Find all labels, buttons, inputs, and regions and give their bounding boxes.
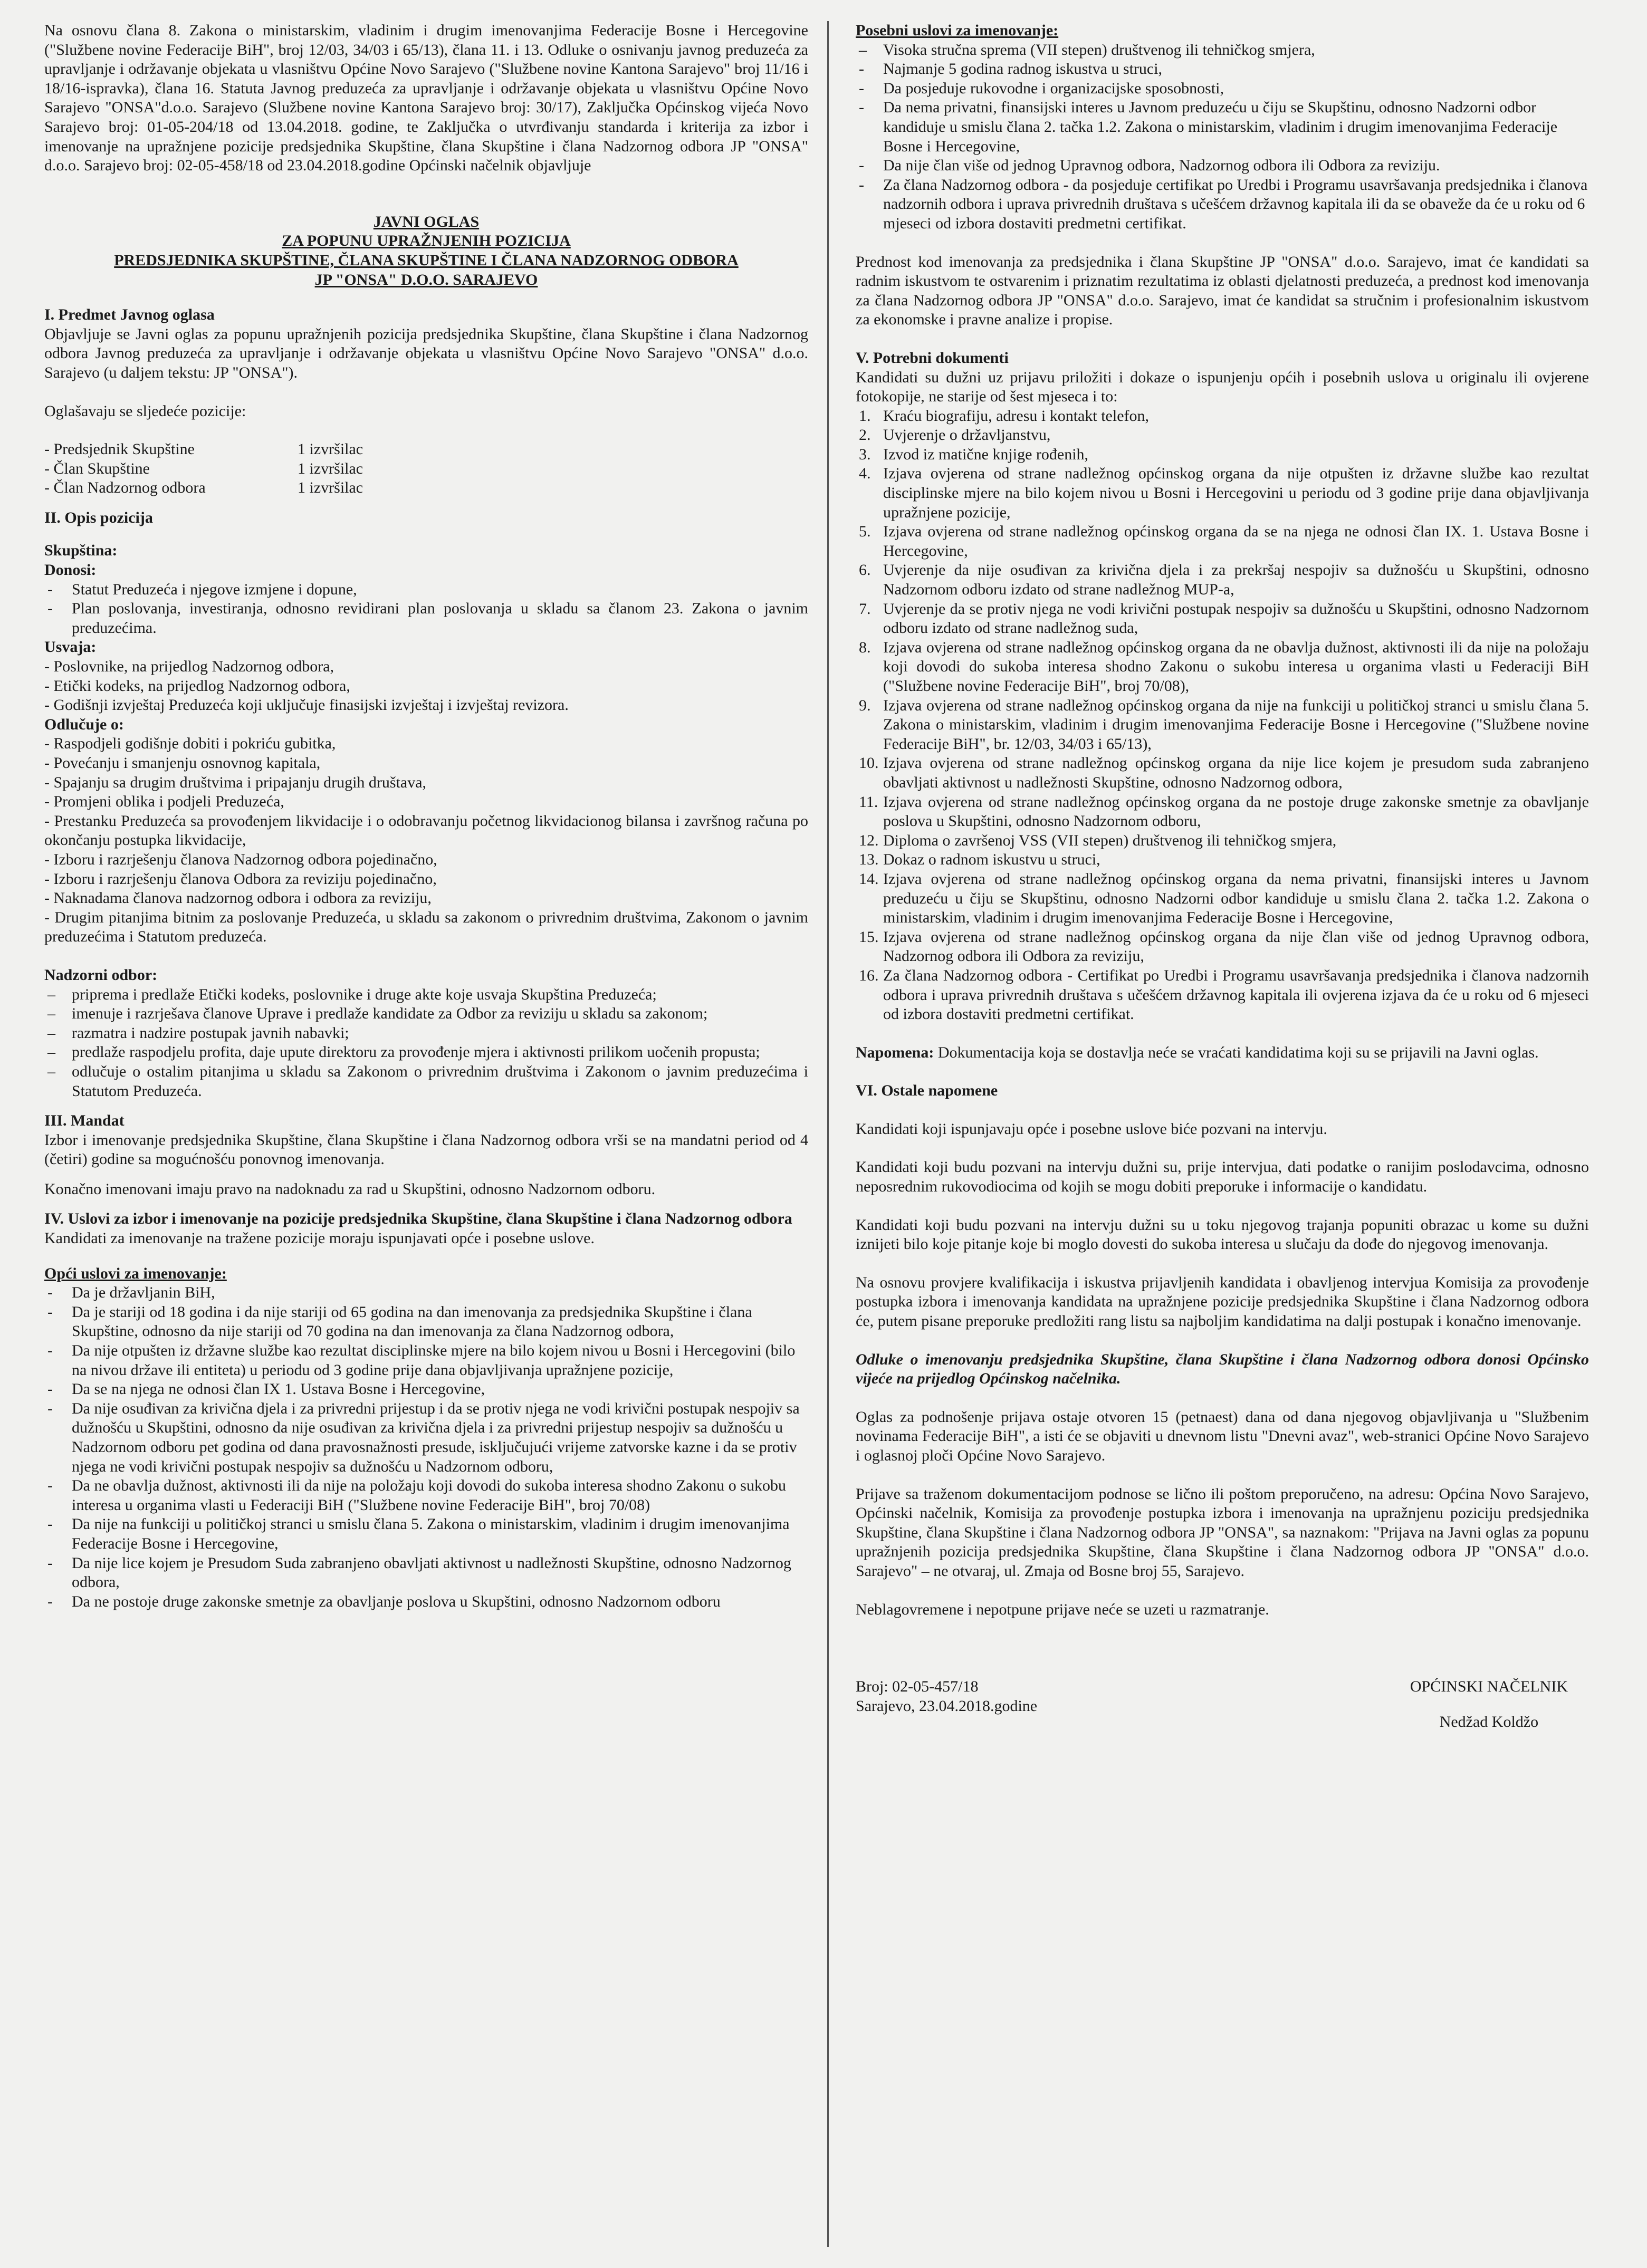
signer-block bbox=[1410, 1677, 1589, 1732]
section-4-text: Kandidati za imenovanje na tražene pozicije moraju ispunjavati opće i posebne uslove. bbox=[44, 1229, 595, 1247]
list-item: - Da nije otpušten iz državne službe kao rezultat disciplinske mjere na bilo kojem nivou u Bosni i Hercegovini (bilo na nivou države ili entiteta) u periodu od 3 godine prije dana objavljivanja upražnjene pozicije, bbox=[44, 1341, 808, 1380]
list-item: – odlučuje o ostalim pitanjima u skladu sa Zakonom o privrednim društvima i Zakonom o javnim preduzećima i Statutom Preduzeća. bbox=[44, 1062, 808, 1101]
list-item: - Da ne obavlja dužnost, aktivnosti ili da nije na položaju koji dovodi do sukoba interesa shodno Zakonu o sukobu interesa u organima vlasti u Federaciji BiH ("Službene novine Federacije BiH", broj 70/08) bbox=[44, 1476, 808, 1515]
list-item: - Za člana Nadzornog odbora - da posjeduje certifikat po Uredbi i Programu usavršavanja predsjednika i članova nadzornih odbora i uprava privrednih društava s učešćem državnog kapitala ili da se obaveže da će u roku od 6 mjeseci od izbora dostaviti predmetni certifikat. bbox=[856, 176, 1589, 234]
signer-name: Nedžad Koldžo bbox=[1439, 1713, 1539, 1731]
posebni-list bbox=[856, 41, 1589, 234]
position-count: 1 izvršilac bbox=[298, 440, 363, 458]
list-item: – priprema i predlaže Etički kodeks, poslovnike i druge akte koje usvaja Skupština Preduzeća; bbox=[44, 985, 808, 1005]
napomena-label: Napomena: bbox=[856, 1043, 934, 1061]
list-item: – predlaže raspodjelu profita, daje upute direktoru za provođenje mjera i aktivnosti prilikom uočenih propusta; bbox=[44, 1043, 808, 1062]
section-4-heading: IV. Uslovi za izbor i imenovanje na pozicije predsjednika Skupštine, člana Skupštine i člana Nadzornog odbora bbox=[44, 1210, 792, 1228]
list-item: - Etički kodeks, na prijedlog Nadzornog odbora, bbox=[44, 677, 350, 695]
signature-block bbox=[856, 1677, 1589, 1732]
list-item: 3. Izvod iz matične knjige rođenih, bbox=[856, 445, 1589, 465]
list-item: - Godišnji izvještaj Preduzeća koji uključuje finasijski izvještaj i izvještaj revizora. bbox=[44, 696, 569, 714]
list-item: 16. Za člana Nadzornog odbora - Certifikat po Uredbi i Programu usavršavanja predsjednika i članova nadzornih odbora i uprava privrednih društava s učešćem državnog kapitala ili ovjerena izjava da će u roku od 6 mjeseci od izbora dostaviti predmetni certifikat. bbox=[856, 966, 1589, 1024]
list-item: – imenuje i razrješava članove Uprave i predlaže kandidate za Odbor za reviziju u skladu sa zakonom; bbox=[44, 1004, 808, 1024]
list-item: 6. Uvjerenje da nije osuđivan za krivična djela i za prekršaj nespojiv sa dužnošću u Skupštini, odnosno Nadzornom odboru izdato od strane nadležnog MUP-a, bbox=[856, 561, 1589, 599]
opci-heading: Opći uslovi za imenovanje: bbox=[44, 1264, 227, 1282]
usvaja-heading: Usvaja: bbox=[44, 638, 97, 656]
notice-title: JAVNI OGLAS bbox=[373, 213, 480, 230]
position-name: - Član Nadzornog odbora bbox=[44, 479, 206, 497]
section-5-text: Kandidati su dužni uz prijavu priložiti i dokaze o ispunjenju općih i posebnih uslova u originalu ili ovjerene fotokopije, ne starije od šest mjeseca i to: bbox=[856, 368, 1589, 406]
notice-subtitle-1: ZA POPUNU UPRAŽNJENIH POZICIJA bbox=[282, 232, 571, 250]
paragraph: Na osnovu provjere kvalifikacija i iskustva prijavljenih kandidata i obavljenog intervjua Komisija za provođenje postupka izbora i imenovanja kandidata na upražnjene pozicije predsjednika Skupštine i člana Nadzornog odbora će, putem pisane preporuke predložiti rang listu sa najboljim kandidatima na dalji postupak i konačno imenovanje. bbox=[856, 1273, 1589, 1330]
list-item: - Statut Preduzeća i njegove izmjene i dopune, bbox=[44, 580, 808, 600]
documents-list bbox=[856, 407, 1589, 1024]
paragraph: Oglas za podnošenje prijava ostaje otvoren 15 (petnaest) dana od dana njegovog objavljivanja u "Službenim novinama Federacije BiH", a isti će se objaviti u dnevnom listu "Dnevni avaz", web-stranici Općine Novo Sarajevo i oglasnoj ploči Općine Novo Sarajevo. bbox=[856, 1408, 1589, 1464]
position-row bbox=[44, 459, 808, 479]
prednost-paragraph: Prednost kod imenovanja za predsjednika i člana Skupštine JP "ONSA" d.o.o. Sarajevo, imat će kandidati sa radnim iskustvom te ostvarenim i priznatim rezultatima iz oblasti djelatnosti preduzeća, a prednost kod imenovanja za člana Nadzornog odbora JP "ONSA" d.o.o. Sarajevo, imat će kandidat sa stručnim i profesionalnim iskustvom za ekonomske i pravne analize i propise. bbox=[856, 253, 1589, 329]
positions-list bbox=[44, 440, 808, 498]
list-item: 2. Uvjerenje o državljanstvu, bbox=[856, 426, 1589, 445]
list-item: 11. Izjava ovjerena od strane nadležnog općinskog organa da ne postoje druge zakonske smetnje za obavljanje poslova u Skupštini, odnosno Nadzornom odboru, bbox=[856, 793, 1589, 831]
list-item: 8. Izjava ovjerena od strane nadležnog općinskog organa da ne obavlja dužnost, aktivnosti ili da nije na položaju koji dovodi do sukoba interesa shodno Zakonu o sukobu interesa u organima vlasti u Federaciji BiH ("Službene novine Federacije BiH", broj 70/08), bbox=[856, 638, 1589, 696]
paragraph: Prijave sa traženom dokumentacijom podnose se lično ili poštom preporučeno, na adresu: Općina Novo Sarajevo, Općinski načelnik, Komisija za provođenje postupka izbora i imenovanja na upražnjenu poziciju predsjednika Skupštine, člana Skupštine i člana Nadzornog odbora JP "ONSA", sa naznakom: "Prijava na Javni oglas za popunu upražnjenih pozicija predsjednika Skupštine, člana Skupštine i člana Nadzornog odbora JP "ONSA" d.o.o. Sarajevo" – ne otvaraj, ul. Zmaja od Bosne broj 55, Sarajevo. bbox=[856, 1485, 1589, 1580]
list-item: - Naknadama članova nadzornog odbora i odbora za reviziju, bbox=[44, 889, 432, 907]
paragraph: Kandidati koji budu pozvani na intervju dužni su, prije intervjua, dati podatke o ranijim poslodavcima, odnosno neposrednim rukovodiocima od kojih se mogu dobiti preporuke i informacije o kandidatu. bbox=[856, 1158, 1589, 1196]
list-item: - Da posjeduje rukovodne i organizacijske sposobnosti, bbox=[856, 79, 1589, 99]
column-divider bbox=[827, 21, 829, 2247]
list-item: – Visoka stručna sprema (VII stepen) društvenog ili tehničkog smjera, bbox=[856, 41, 1589, 60]
list-item: - Da je državljanin BiH, bbox=[44, 1283, 808, 1303]
list-item: 13. Dokaz o radnom iskustvu u struci, bbox=[856, 850, 1589, 870]
section-1-text: Objavljuje se Javni oglas za popunu upražnjenih pozicija predsjednika Skupštine, člana Skupštine i člana Nadzornog odbora Javnog preduzeća za upravljanje i održavanje objekata u vlasništvu Općine Novo Sarajevo "ONSA" d.o.o. Sarajevo (u daljem tekstu: JP "ONSA"). bbox=[44, 325, 808, 381]
list-item: - Da nije na funkciji u političkoj stranci u smislu člana 5. Zakona o ministarskim, vladinim i drugim imenovanjima Federacije Bosne i Hercegovine, bbox=[44, 1515, 808, 1553]
usvaja-list bbox=[44, 657, 808, 715]
reference-block bbox=[856, 1677, 1037, 1732]
section-5-heading: V. Potrebni dokumenti bbox=[856, 349, 1009, 367]
list-item: 5. Izjava ovjerena od strane nadležnog općinskog organa da se na njega ne odnosi član IX. 1. Ustava Bosne i Hercegovine, bbox=[856, 522, 1589, 561]
right-column bbox=[856, 21, 1589, 1732]
list-item: - Promjeni oblika i podjeli Preduzeća, bbox=[44, 793, 284, 811]
positions-intro: Oglašavaju se sljedeće pozicije: bbox=[44, 402, 246, 420]
list-item: 12. Diploma o završenoj VSS (VII stepen) društvenog ili tehničkog smjera, bbox=[856, 831, 1589, 851]
list-item: 15. Izjava ovjerena od strane nadležnog općinskog organa da nije član više od jednog Upravnog odbora, Nadzornog odbora ili Odbora za reviziju, bbox=[856, 928, 1589, 966]
paragraph: Kandidati koji budu pozvani na intervju dužni su u toku njegovog trajanja popuniti obrazac u kome su dužni iznijeti bilo koje pitanje koje bi moglo dovesti do sukoba interesa u slučaju da dođe do njegovog imenovanja. bbox=[856, 1216, 1589, 1253]
list-item: - Povećanju i smanjenju osnovnog kapitala, bbox=[44, 754, 321, 772]
list-item: - Izboru i razrješenju članova Nadzornog odbora pojedinačno, bbox=[44, 850, 437, 868]
position-count: 1 izvršilac bbox=[298, 479, 363, 497]
list-item: - Prestanku Preduzeća sa provođenjem likvidacije i o odobravanju početnog likvidacionog bilansa i završnog računa po okončanju postupka likvidacije, bbox=[44, 812, 808, 849]
paragraph: Neblagovremene i nepotpune prijave neće se uzeti u razmatranje. bbox=[856, 1600, 1269, 1618]
list-item: - Poslovnike, na prijedlog Nadzornog odbora, bbox=[44, 658, 334, 676]
notice-subtitle-3: JP "ONSA" D.O.O. SARAJEVO bbox=[314, 271, 538, 289]
position-row bbox=[44, 440, 808, 459]
position-name: - Predsjednik Skupštine bbox=[44, 440, 195, 458]
list-item: 14. Izjava ovjerena od strane nadležnog općinskog organa da nema privatni, finansijski interes u Javnom preduzeću u čiju se Skupštinu, odnosno Nadzorni odbor kandiduje u smislu člana 2. tačka 1.2. Zakona o ministarskim, vladinim i drugim imenovanjima Federacije Bosne i Hercegovine, bbox=[856, 870, 1589, 928]
list-item: - Spajanju sa drugim društvima i pripajanju drugih društava, bbox=[44, 773, 427, 791]
list-item: - Da je stariji od 18 godina i da nije stariji od 65 godina na dan imenovanja za predsjednika Skupštine i člana Skupštine, odnosno da nije stariji od 70 godina na dan imenovanja za člana Nadzornog odbora, bbox=[44, 1303, 808, 1341]
list-item: 9. Izjava ovjerena od strane nadležnog općinskog organa da nije na funkciji u političkoj stranci u smislu člana 5. Zakona o ministarskim, vladinim i drugim imenovanjima Federacije Bosne i Hercegovine ("Službene novine Federacije BiH", br. 12/03, 34/03 i 65/13), bbox=[856, 696, 1589, 754]
position-row bbox=[44, 478, 808, 498]
skupstina-heading: Skupština: bbox=[44, 542, 118, 560]
opci-list bbox=[44, 1283, 808, 1611]
napomena-text: Dokumentacija koja se dostavlja neće se vraćati kandidatima koji su se prijavili na Javni oglas. bbox=[934, 1043, 1539, 1061]
list-item: - Da se na njega ne odnosi član IX 1. Ustava Bosne i Hercegovine, bbox=[44, 1380, 808, 1399]
section-3-text: Izbor i imenovanje predsjednika Skupštine, člana Skupštine i člana Nadzornog odbora vrši se na mandatni period od 4 (četiri) godine sa mogućnošću ponovnog imenovanja. bbox=[44, 1131, 808, 1168]
list-item: - Raspodjeli godišnje dobiti i pokriću gubitka, bbox=[44, 735, 336, 753]
posebni-heading: Posebni uslovi za imenovanje: bbox=[856, 22, 1059, 39]
signer-title: OPĆINSKI NAČELNIK bbox=[1410, 1678, 1568, 1696]
paragraph-emphasis: Odluke o imenovanju predsjednika Skupštine, člana Skupštine i člana Nadzornog odbora donosi Općinsko vijeće na prijedlog Općinskog načelnika. bbox=[856, 1350, 1589, 1388]
odlucuje-list bbox=[44, 734, 808, 947]
list-item: - Da ne postoje druge zakonske smetnje za obavljanje poslova u Skupštini, odnosno Nadzornom odboru bbox=[44, 1592, 808, 1612]
donosi-list bbox=[44, 580, 808, 638]
reference-date: Sarajevo, 23.04.2018.godine bbox=[856, 1697, 1038, 1715]
paragraph: Kandidati koji ispunjavaju opće i posebne uslove biće pozvani na intervju. bbox=[856, 1120, 1327, 1138]
section-3-heading: III. Mandat bbox=[44, 1112, 125, 1130]
list-item: - Plan poslovanja, investiranja, odnosno revidirani plan poslovanja u skladu sa članom 23. Zakona o javnim preduzećima. bbox=[44, 599, 808, 638]
list-item: 7. Uvjerenje da se protiv njega ne vodi krivični postupak nespojiv sa dužnošću u Skupštini, odnosno Nadzornom odboru izdato od strane nadležnog suda, bbox=[856, 600, 1589, 638]
list-item: – razmatra i nadzire postupak javnih nabavki; bbox=[44, 1024, 808, 1043]
napomena-paragraph bbox=[856, 1043, 1589, 1063]
list-item: - Da nije član više od jednog Upravnog odbora, Nadzornog odbora ili Odbora za reviziju. bbox=[856, 156, 1589, 176]
list-item: - Izboru i razrješenju članova Odbora za reviziju pojedinačno, bbox=[44, 870, 437, 888]
position-name: - Član Skupštine bbox=[44, 459, 150, 477]
list-item: - Da nema privatni, finansijski interes u Javnom preduzeću u čiju se Skupštinu, odnosno Nadzorni odbor kandiduje u smislu člana 2. tačka 1.2. Zakona o ministarskim, vladinim i drugim imenovanjima Federacije Bosne i Hercegovine, bbox=[856, 98, 1589, 156]
list-item: 10. Izjava ovjerena od strane nadležnog općinskog organa da nije lice kojem je presudom suda zabranjeno obavljati aktivnost u nadležnosti Skupštine, odnosno Nadzornog odbora, bbox=[856, 754, 1589, 792]
intro-paragraph: Na osnovu člana 8. Zakona o ministarskim, vladinim i drugim imenovanjima Federacije Bosne i Hercegovine ("Službene novine Federacije BiH", broj 12/03, 34/03 i 65/13), člana 11. i 13. Odluke o osnivanju javnog preduzeća za upravljanje i održavanje objekata u vlasništvu Općine Novo Sarajevo ("Službene novine Kantona Sarajevo" broj 11/16 i 18/16-ispravka), člana 16. Statuta Javnog preduzeća za upravljanje i održavanje objekata u vlasništvu Općine Novo Sarajevo "ONSA"d.o.o. Sarajevo (Službene novine Kantona Sarajevo broj: 30/17), Zaključka Općinskog vijeća Novo Sarajevo broj: 01-05-204/18 od 13.04.2018. godine, te Zaključka o utvrđivanju standarda i kriterija za izbor i imenovanje na upražnjene pozicije predsjednika Skupštine, člana Skupštine i člana Nadzornog odbora JP "ONSA" d.o.o. Sarajevo broj: 02-05-458/18 od 23.04.2018.godine Općinski načelnik objavljuje bbox=[44, 22, 808, 175]
nadzorni-heading: Nadzorni odbor: bbox=[44, 966, 158, 984]
section-6-heading: VI. Ostale napomene bbox=[856, 1082, 998, 1100]
odlucuje-heading: Odlučuje o: bbox=[44, 715, 124, 733]
position-count: 1 izvršilac bbox=[298, 459, 363, 477]
donosi-heading: Donosi: bbox=[44, 561, 97, 579]
list-item: - Da nije lice kojem je Presudom Suda zabranjeno obavljati aktivnost u nadležnosti Skupštine, odnosno Nadzornog odbora, bbox=[44, 1554, 808, 1592]
section-1-heading: I. Predmet Javnog oglasa bbox=[44, 306, 215, 324]
reference-number: Broj: 02-05-457/18 bbox=[856, 1678, 979, 1696]
list-item: - Da nije osuđivan za krivična djela i za privredni prijestup i da se protiv njega ne vodi krivični postupak nespojiv sa dužnošću u Skupštini, odnosno da nije osuđivan za krivična djela i za privredni prijestup nespojiv sa dužnošću u Nadzornom odboru pet godina od dana pravosnažnosti presude, isključujući vrijeme zatvorske kazne i da se protiv njega ne vodi krivični postupak nespojiv sa dužnošću u Nadzornom odboru, bbox=[44, 1399, 808, 1476]
list-item: - Drugim pitanjima bitnim za poslovanje Preduzeća, u skladu sa zakonom o privrednim društvima, Zakonom o javnim preduzećima i Statutom preduzeća. bbox=[44, 908, 808, 946]
section-2-heading: II. Opis pozicija bbox=[44, 508, 153, 526]
list-item: 4. Izjava ovjerena od strane nadležnog općinskog organa da nije otpušten iz državne službe kao rezultat disciplinske mjere na bilo kojem nivou u Bosni i Hercegovini u periodu od 3 godine prije dana objavljivanja upražnjene pozicije, bbox=[856, 464, 1589, 522]
list-item: 1. Kraću biografiju, adresu i kontakt telefon, bbox=[856, 407, 1589, 426]
section-3-text-2: Konačno imenovani imaju pravo na nadoknadu za rad u Skupštini, odnosno Nadzornom odboru. bbox=[44, 1180, 656, 1198]
list-item: - Najmanje 5 godina radnog iskustva u struci, bbox=[856, 60, 1589, 79]
nadzorni-list bbox=[44, 985, 808, 1101]
left-column bbox=[44, 21, 808, 1611]
notice-subtitle-2: PREDSJEDNIKA SKUPŠTINE, ČLANA SKUPŠTINE I ČLANA NADZORNOG ODBORA bbox=[114, 251, 739, 269]
